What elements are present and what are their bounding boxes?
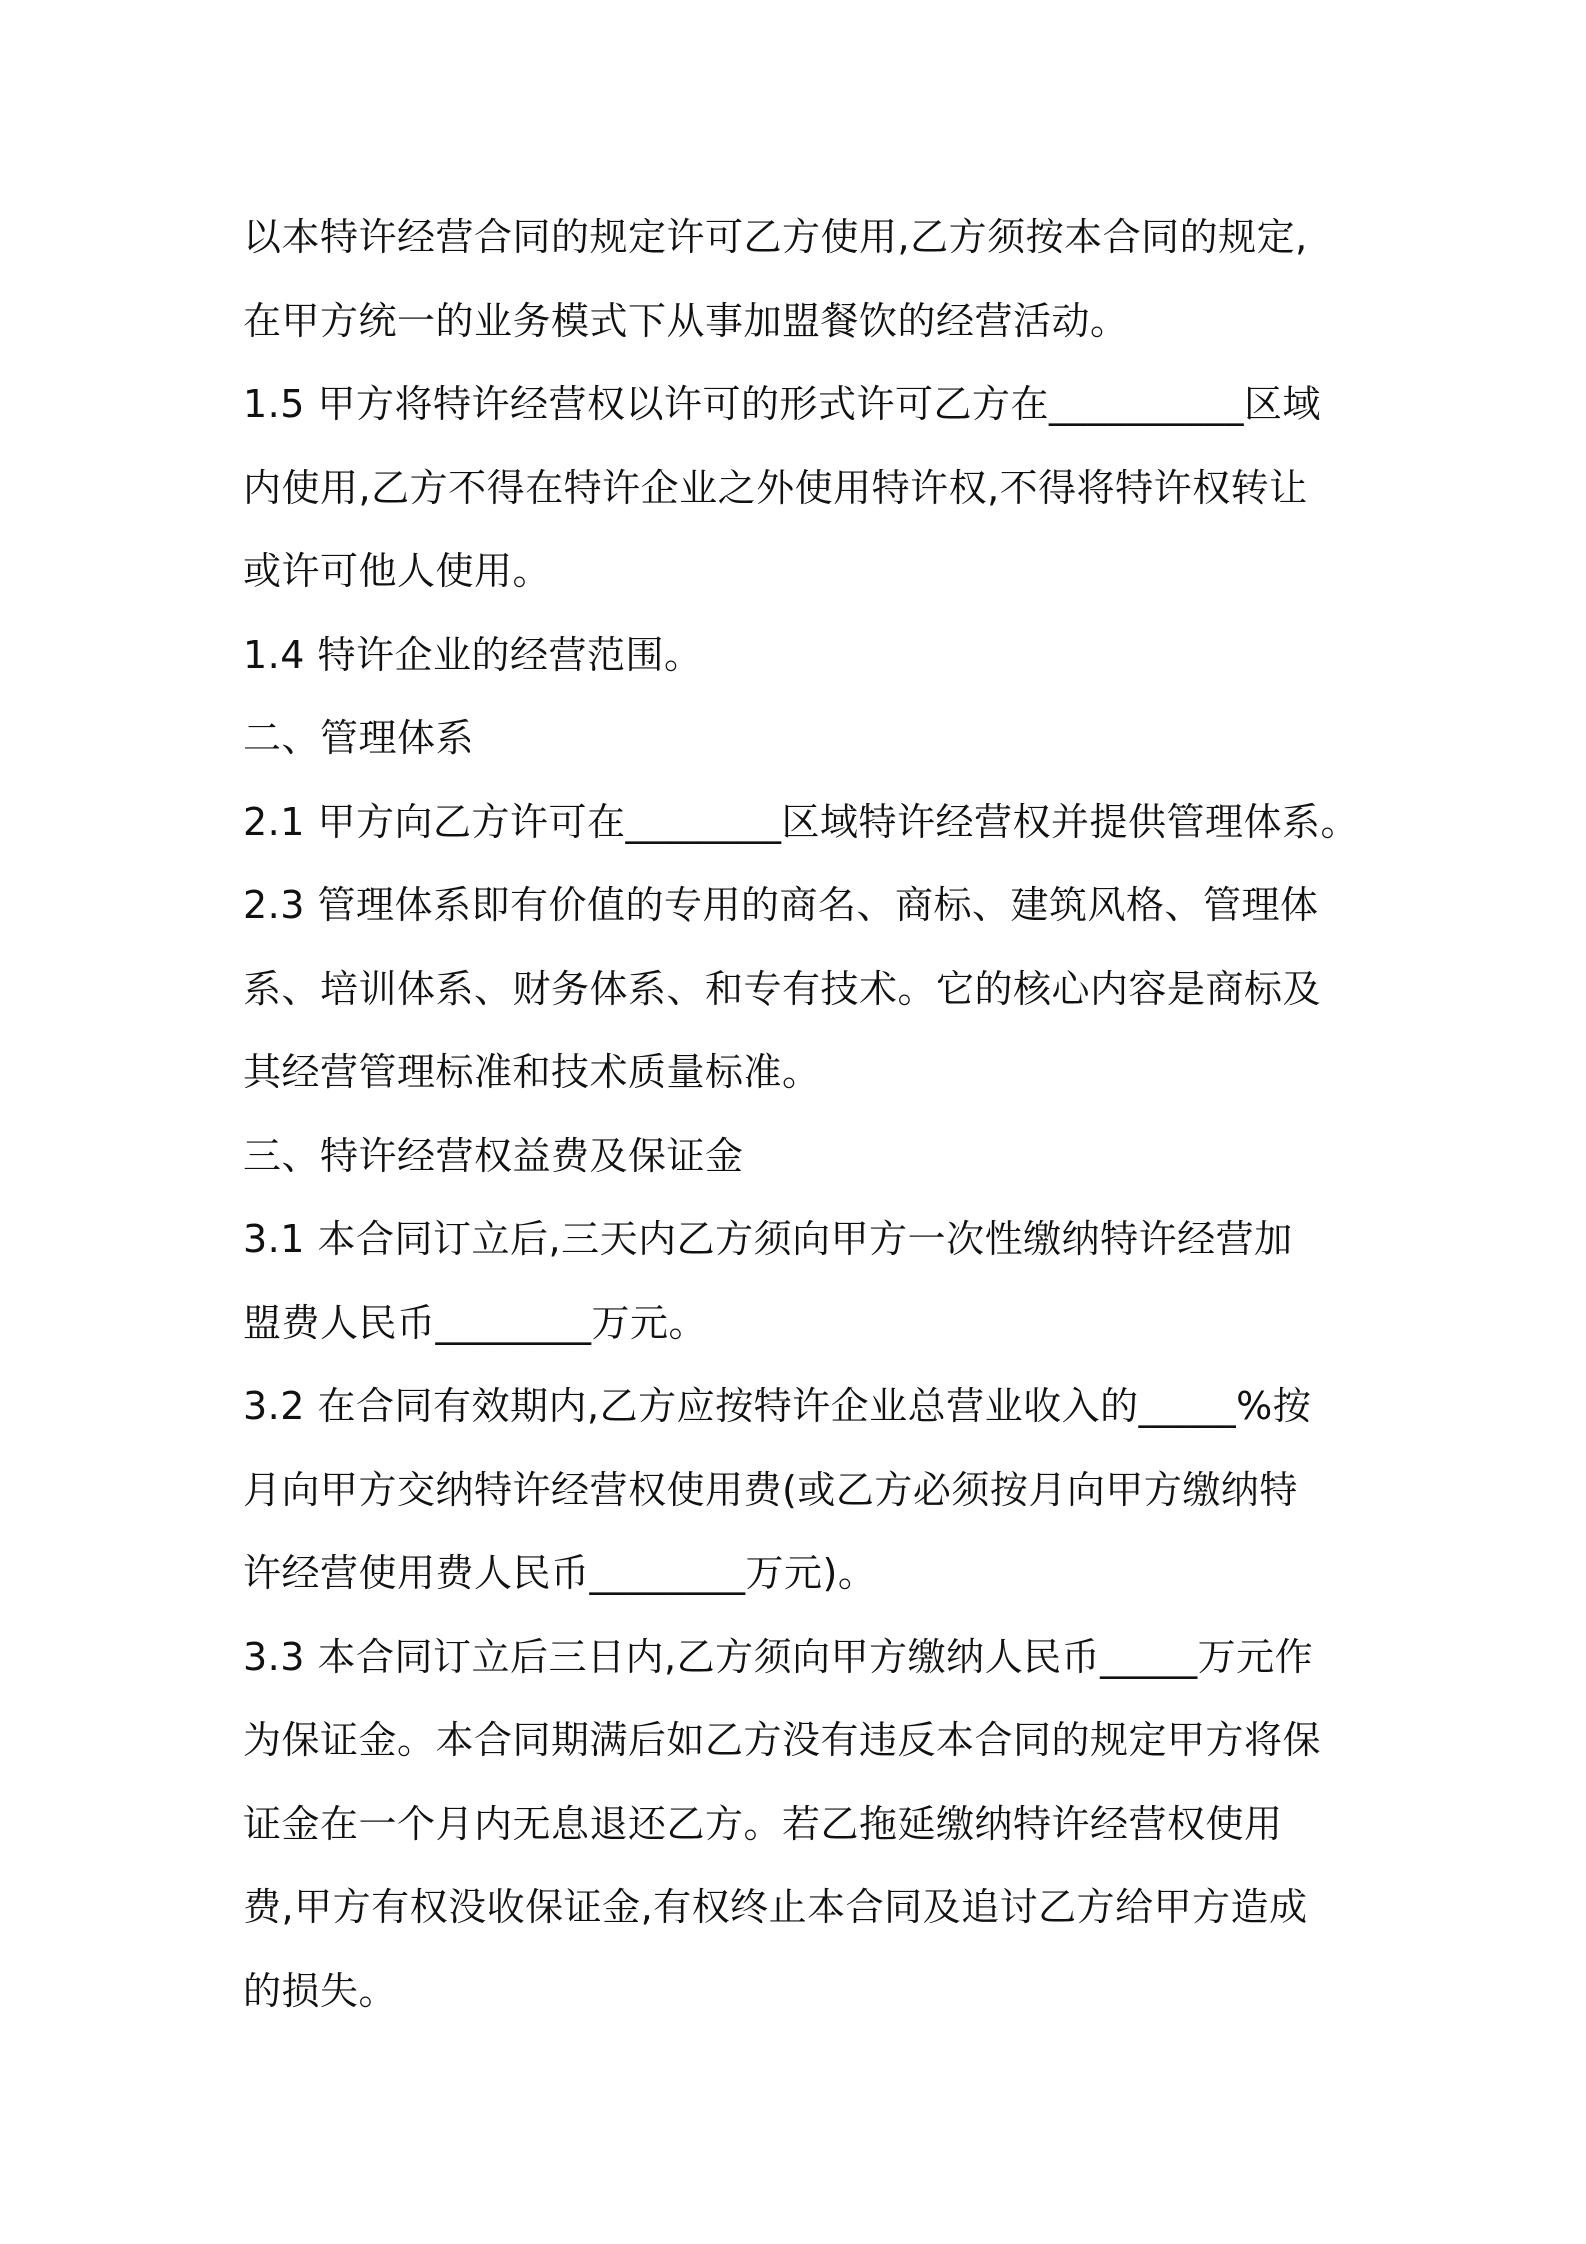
text-line: 为保证金。本合同期满后如乙方没有违反本合同的规定甲方将保	[243, 1718, 1322, 1762]
paragraph-scope-continuation	[243, 196, 1363, 363]
clause-2-1	[243, 781, 1363, 865]
text-line: 2.3 管理体系即有价值的专用的商名、商标、建筑风格、管理体	[243, 883, 1319, 927]
text-line: 其经营管理标准和技术质量标准。	[243, 1050, 821, 1094]
clause-1-5	[243, 363, 1363, 614]
text-line: 1.5 甲方将特许经营权以许可的形式许可乙方在__________区域	[243, 382, 1322, 426]
text-line: 3.3 本合同订立后三日内,乙方须向甲方缴纳人民币_____万元作	[243, 1634, 1314, 1679]
text-line: 2.1 甲方向乙方许可在________区域特许经营权并提供管理体系。	[243, 799, 1360, 844]
section-heading: 三、特许经营权益费及保证金	[243, 1133, 744, 1178]
text-line: 以本特许经营合同的规定许可乙方使用,乙方须按本合同的规定,	[243, 215, 1308, 259]
text-line: 3.1 本合同订立后,三天内乙方须向甲方一次性缴纳特许经营加	[243, 1217, 1293, 1261]
text-line: 内使用,乙方不得在特许企业之外使用特许权,不得将特许权转让	[243, 465, 1308, 510]
section-heading-2	[243, 697, 1363, 781]
section-heading-3	[243, 1115, 1363, 1199]
text-line: 许经营使用费人民币________万元)。	[243, 1551, 877, 1595]
text-line: 系、培训体系、财务体系、和专有技术。它的核心内容是商标及	[243, 966, 1322, 1011]
text-line: 3.2 在合同有效期内,乙方应按特许企业总营业收入的_____%按	[243, 1384, 1312, 1428]
text-line: 1.4 特许企业的经营范围。	[243, 632, 703, 677]
text-line: 在甲方统一的业务模式下从事加盟餐饮的经营活动。	[243, 298, 1129, 343]
text-line: 费,甲方有权没收保证金,有权终止本合同及追讨乙方给甲方造成	[243, 1885, 1308, 1929]
clause-2-3	[243, 864, 1363, 1115]
clause-3-3	[243, 1616, 1363, 2034]
clause-3-2	[243, 1365, 1363, 1616]
clause-3-1	[243, 1198, 1363, 1365]
text-line: 盟费人民币________万元。	[243, 1300, 708, 1345]
document-body	[243, 196, 1363, 2033]
text-line: 或许可他人使用。	[243, 549, 552, 593]
section-heading: 二、管理体系	[243, 716, 475, 760]
text-line: 月向甲方交纳特许经营权使用费(或乙方必须按月向甲方缴纳特	[243, 1467, 1298, 1512]
clause-1-4	[243, 614, 1363, 698]
text-line: 证金在一个月内无息退还乙方。若乙拖延缴纳特许经营权使用	[243, 1801, 1283, 1846]
text-line: 的损失。	[243, 1968, 398, 2013]
